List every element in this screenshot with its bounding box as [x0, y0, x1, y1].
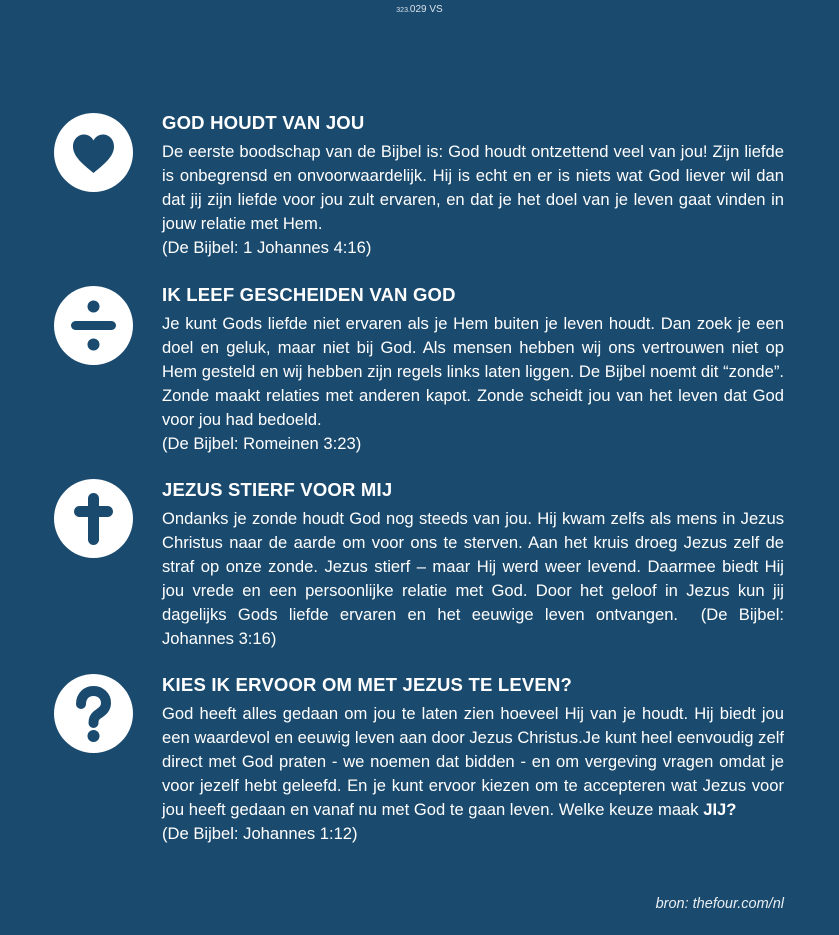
section-text: De eerste boodschap van de Bijbel is: God houdt ontzettend veel van jou! Zijn liefde is onbegrensd en onvoorwaardelijk. Hij is echt en er is niets wat God liever wil dan dat jij zijn liefde voor jou zult ervaren, en dat je het doel van je leven gaat vinden in jouw relatie met Hem.: [162, 142, 784, 233]
cross-icon: [54, 479, 133, 558]
section-heading: KIES IK ERVOOR OM MET JEZUS TE LEVEN?: [162, 674, 573, 695]
bible-reference: (De Bijbel: Johannes 1:12): [162, 824, 358, 843]
section-heading: IK LEEF GESCHEIDEN VAN GOD: [162, 284, 456, 305]
section-paragraph: [162, 507, 784, 651]
section-paragraph: [162, 702, 784, 846]
emphasis-text: JIJ?: [703, 800, 737, 819]
section-text: God heeft alles gedaan om jou te laten zien hoeveel Hij van je houdt. Hij biedt jou een waardevol en eeuwig leven aan door Jezus Christus.Je kunt heel eenvoudig zelf direct met God praten - we noemen dat bidden - en om vergeving vragen omdat je voor jezelf hebt geleefd. En je kunt ervoor kiezen om te accepteren wat Jezus voor jou heeft gedaan en vanaf nu met God te gaan leven. Welke keuze maak: [162, 704, 784, 819]
document-code-prefix: 323.: [396, 7, 410, 14]
document-code-main: 029 VS: [409, 4, 443, 15]
section-heading: JEZUS STIERF VOOR MIJ: [162, 479, 393, 500]
heart-icon: [54, 113, 133, 192]
source-credit: bron: thefour.com/nl: [655, 896, 784, 912]
section-heading: GOD HOUDT VAN JOU: [162, 112, 365, 133]
document-code: [0, 4, 839, 15]
bible-reference: (De Bijbel: 1 Johannes 4:16): [162, 238, 372, 257]
bible-reference: (De Bijbel: Romeinen 3:23): [162, 434, 362, 453]
section-paragraph: [162, 312, 784, 456]
question-mark-icon: [54, 674, 133, 753]
section-paragraph: [162, 140, 784, 260]
section-text: Ondanks je zonde houdt God nog steeds van jou. Hij kwam zelfs als mens in Jezus Christus naar de aarde om voor ons te sterven. Aan het kruis droeg Jezus zelf de straf op onze zonde. Jezus stierf – maar Hij werd weer levend. Daarmee biedt Hij jou vrede en een persoonlijke relatie met God. Door het geloof in Jezus kun jij dagelijks Gods liefde ervaren en het eeuwige leven ontvangen. (De Bijbel: Johannes 3:16): [162, 509, 784, 648]
section-text: Je kunt Gods liefde niet ervaren als je Hem buiten je leven houdt. Dan zoek je een doel en geluk, maar niet bij God. Als mensen hebben wij ons vertrouwen niet op Hem gesteld en wij hebben zijn regels links laten liggen. De Bijbel noemt dit “zonde”. Zonde maakt relaties met anderen kapot. Zonde scheidt jou van het leven dat God voor jou had bedoeld.: [162, 314, 784, 429]
division-icon: [54, 286, 133, 365]
